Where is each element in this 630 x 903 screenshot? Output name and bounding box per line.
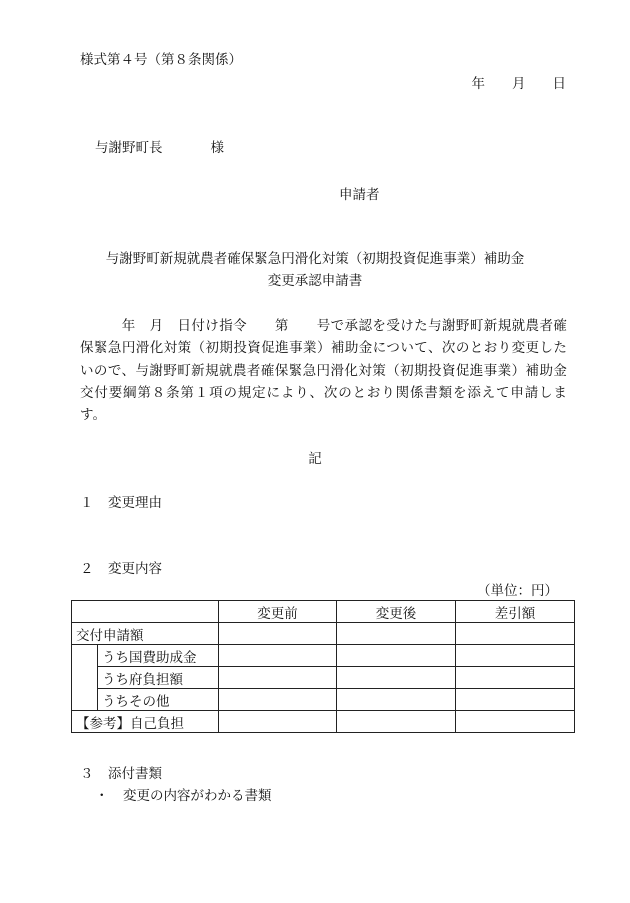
table-row [72,689,575,711]
table-row [72,623,575,645]
row-label: 交付申請額 [72,623,219,645]
cell-after[interactable] [337,667,456,689]
attachment-text: 変更の内容がわかる書類 [123,788,272,804]
cell-difference[interactable] [456,689,575,711]
date-line: 年 月 日 [471,76,566,92]
row-label: うち府負担額 [98,667,219,689]
section-number: １ [80,495,94,511]
section-label: 変更内容 [108,561,162,577]
cell-difference[interactable] [456,711,575,733]
addressee [95,136,224,156]
section-number: ２ [80,561,94,577]
row-label: うち国費助成金 [98,645,219,667]
change-table [71,600,575,733]
addressee-name: 与謝野町長 [95,140,163,156]
cell-before[interactable] [219,711,337,733]
section-change-content [80,557,162,577]
form-number: 様式第４号（第８条関係） [80,52,242,68]
section-attachments [80,762,162,782]
cell-before[interactable] [219,645,337,667]
bullet: ・ [95,788,109,804]
indent-cell [72,689,98,711]
table-row [72,667,575,689]
addressee-honorific: 様 [210,140,224,156]
section-label: 変更理由 [108,495,162,511]
row-label: うちその他 [98,689,219,711]
indent-cell [72,667,98,689]
cell-after[interactable] [337,623,456,645]
cell-before[interactable] [219,667,337,689]
cell-difference[interactable] [456,667,575,689]
section-label: 添付書類 [108,766,162,782]
applicant-label: 申請者 [339,187,380,203]
body-paragraph: 年 月 日付け指令 第 号で承認を受けた与謝野町新規就農者確保緊急円滑化対策（初期投資促進事業）補助金について、次のとおり変更したいので、与謝野町新規就農者確保緊急円滑化対策（初期投資促進事業）補助金交付要綱第８条第１項の規定により、次のとおり関係書類を添えて申請します。 [80,318,567,424]
section-number: ３ [80,766,94,782]
row-label: 【参考】自己負担 [72,711,219,733]
indent-cell [72,645,98,667]
cell-difference[interactable] [456,645,575,667]
header-cell-blank [72,601,219,623]
ki-heading: 記 [308,451,322,467]
table-row [72,711,575,733]
cell-difference[interactable] [456,623,575,645]
document-title-line2: 変更承認申請書 [267,273,363,289]
cell-before[interactable] [219,689,337,711]
header-cell-before: 変更前 [219,601,337,623]
section-change-reason [80,491,162,511]
document-title-line1: 与謝野町新規就農者確保緊急円滑化対策（初期投資促進事業）補助金 [105,251,525,267]
cell-after[interactable] [337,711,456,733]
header-cell-difference: 差引額 [456,601,575,623]
table-row [72,645,575,667]
table-header-row [72,601,575,623]
cell-before[interactable] [219,623,337,645]
attachment-item [95,784,272,804]
unit-label: （単位：円） [477,583,558,599]
cell-after[interactable] [337,689,456,711]
header-cell-after: 変更後 [337,601,456,623]
cell-after[interactable] [337,645,456,667]
